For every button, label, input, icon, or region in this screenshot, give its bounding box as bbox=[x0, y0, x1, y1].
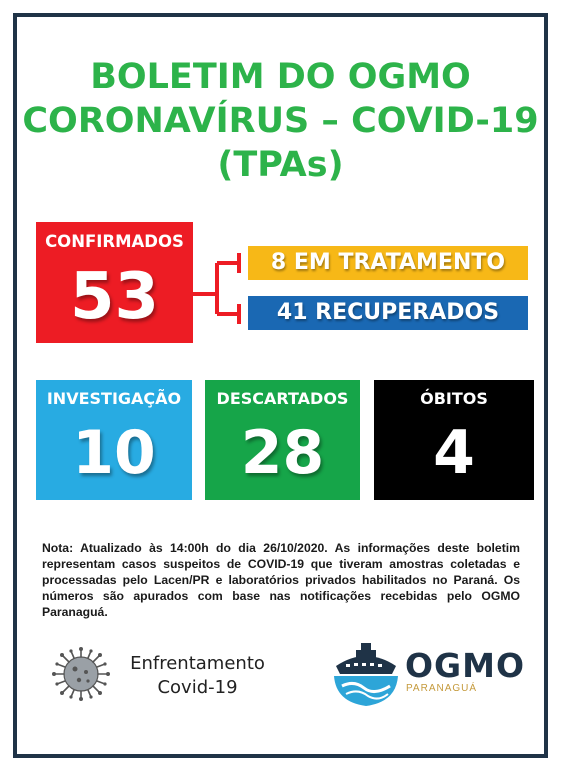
descartados-box bbox=[205, 380, 360, 500]
enfrentamento-label bbox=[120, 652, 275, 700]
ogmo-wordmark: OGMO bbox=[405, 646, 526, 685]
descartados-value: 28 bbox=[240, 418, 325, 488]
em-tratamento-bar: 8 EM TRATAMENTO bbox=[248, 246, 528, 280]
enfrentamento-line-1: Enfrentamento bbox=[130, 653, 265, 674]
note-text: Nota: Atualizado às 14:00h do dia 26/10/2020. As informações deste boletim representam casos suspeitos de COVID-19 que tiveram amostras coletadas e processadas pelo Lacen/PR e laboratórios privados habilitados no Paraná. Os números são apurados com base nas notificações recebidas pelo OGMO Paranaguá. bbox=[42, 541, 520, 619]
confirmados-label: CONFIRMADOS bbox=[45, 232, 184, 251]
investigacao-label: INVESTIGAÇÃO bbox=[46, 389, 182, 408]
enfrentamento-line-2: Covid-19 bbox=[157, 677, 238, 698]
investigacao-value: 10 bbox=[72, 418, 156, 488]
coronavirus-icon bbox=[46, 645, 116, 703]
ogmo-subtitle: PARANAGUÁ bbox=[406, 683, 478, 694]
obitos-label: ÓBITOS bbox=[420, 389, 488, 408]
recuperados-bar: 41 RECUPERADOS bbox=[248, 296, 528, 330]
title-line-3: (TPAs) bbox=[217, 145, 344, 185]
confirmados-box bbox=[36, 222, 193, 343]
title-line-2: CORONAVÍRUS – COVID-19 bbox=[22, 101, 539, 141]
bracket-connector bbox=[193, 246, 253, 326]
descartados-label: DESCARTADOS bbox=[216, 389, 349, 408]
investigacao-box bbox=[36, 380, 192, 500]
title-line-1: BOLETIM DO OGMO bbox=[90, 57, 471, 97]
obitos-value: 4 bbox=[433, 418, 475, 488]
confirmados-value: 53 bbox=[69, 260, 160, 334]
obitos-box bbox=[374, 380, 534, 500]
ogmo-ship-logo-icon bbox=[330, 640, 402, 708]
